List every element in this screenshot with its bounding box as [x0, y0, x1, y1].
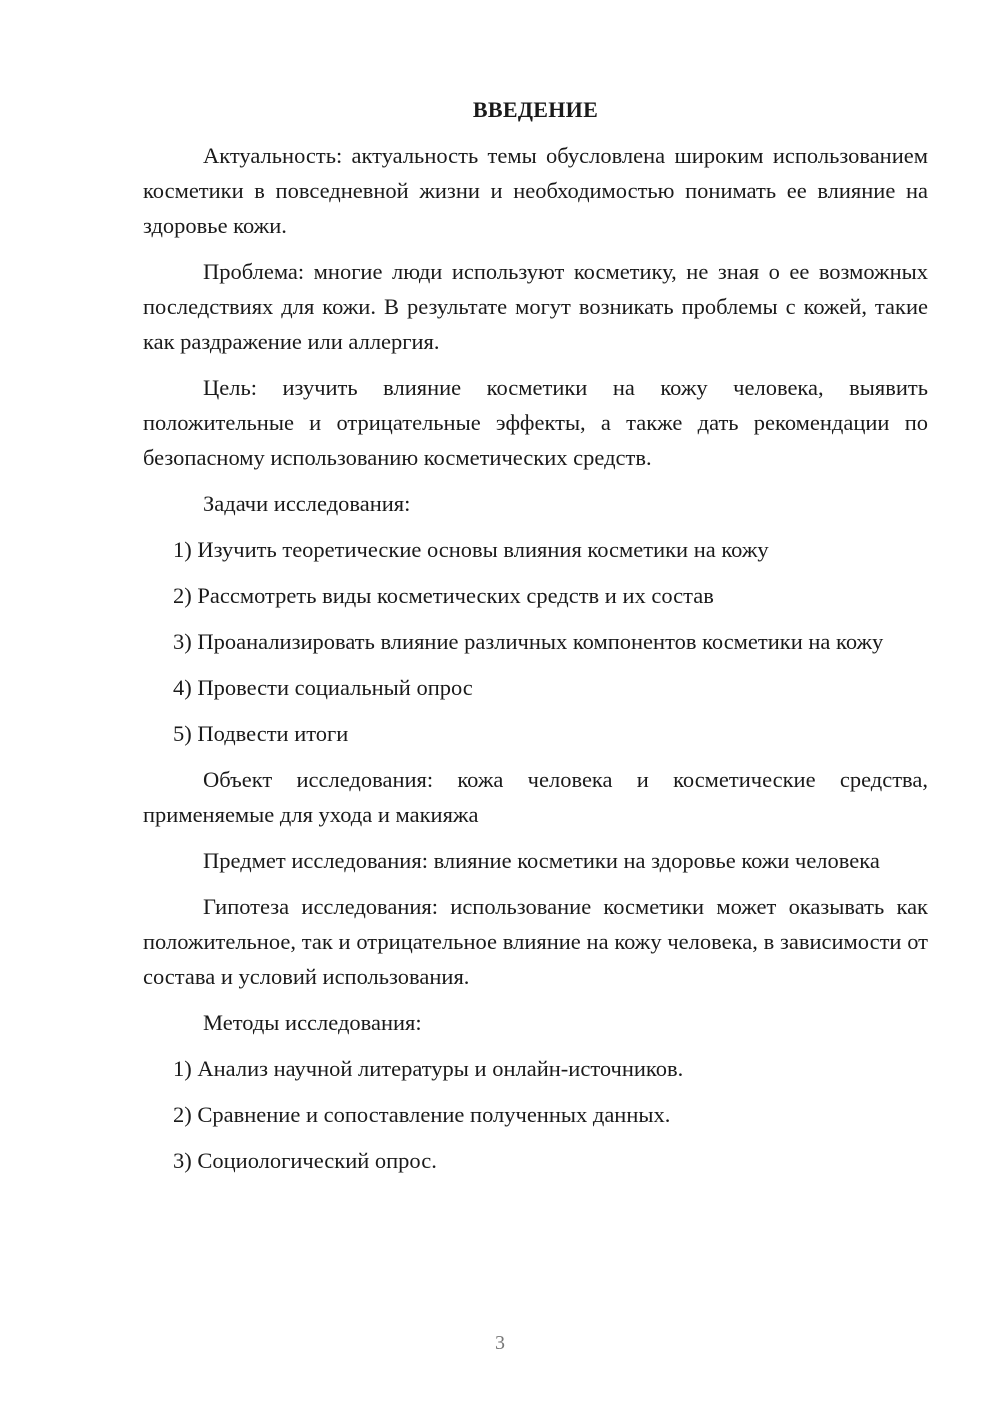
list-item: 2) Сравнение и сопоставление полученных данных. [173, 1102, 671, 1127]
paragraph-tasks-heading: Задачи исследования: [203, 491, 411, 516]
document-body [143, 92, 928, 1189]
list-item: 2) Рассмотреть виды косметических средств и их состав [173, 583, 714, 608]
list-item: 3) Социологический опрос. [173, 1148, 437, 1173]
paragraph-goal: Цель: изучить влияние косметики на кожу человека, выявить положительные и отрицательные эффекты, а также дать рекомендации по безопасному использованию косметических средств. [143, 375, 928, 470]
paragraph-hypothesis: Гипотеза исследования: использование косметики может оказывать как положительное, так и отрицательное влияние на кожу человека, в зависимости от состава и условий использования. [143, 894, 928, 989]
paragraph-problem: Проблема: многие люди используют косметику, не зная о ее возможных последствиях для кожи. В результате могут возникать проблемы с кожей, такие как раздражение или аллергия. [143, 259, 928, 354]
paragraph-object: Объект исследования: кожа человека и косметические средства, применяемые для ухода и макияжа [143, 767, 928, 827]
section-title: ВВЕДЕНИЕ [472, 97, 599, 122]
page-number: 3 [495, 1332, 505, 1354]
list-item: 4) Провести социальный опрос [173, 675, 473, 700]
paragraph-methods-heading: Методы исследования: [203, 1010, 422, 1035]
paragraph-subject: Предмет исследования: влияние косметики на здоровье кожи человека [203, 848, 880, 873]
list-item: 1) Анализ научной литературы и онлайн-источников. [173, 1056, 684, 1081]
list-item: 1) Изучить теоретические основы влияния косметики на кожу [173, 537, 769, 562]
paragraph-relevance: Актуальность: актуальность темы обусловлена широким использованием косметики в повседневной жизни и необходимостью понимать ее влияние на здоровье кожи. [143, 143, 928, 238]
list-item: 5) Подвести итоги [173, 721, 349, 746]
list-item: 3) Проанализировать влияние различных компонентов косметики на кожу [173, 629, 884, 654]
